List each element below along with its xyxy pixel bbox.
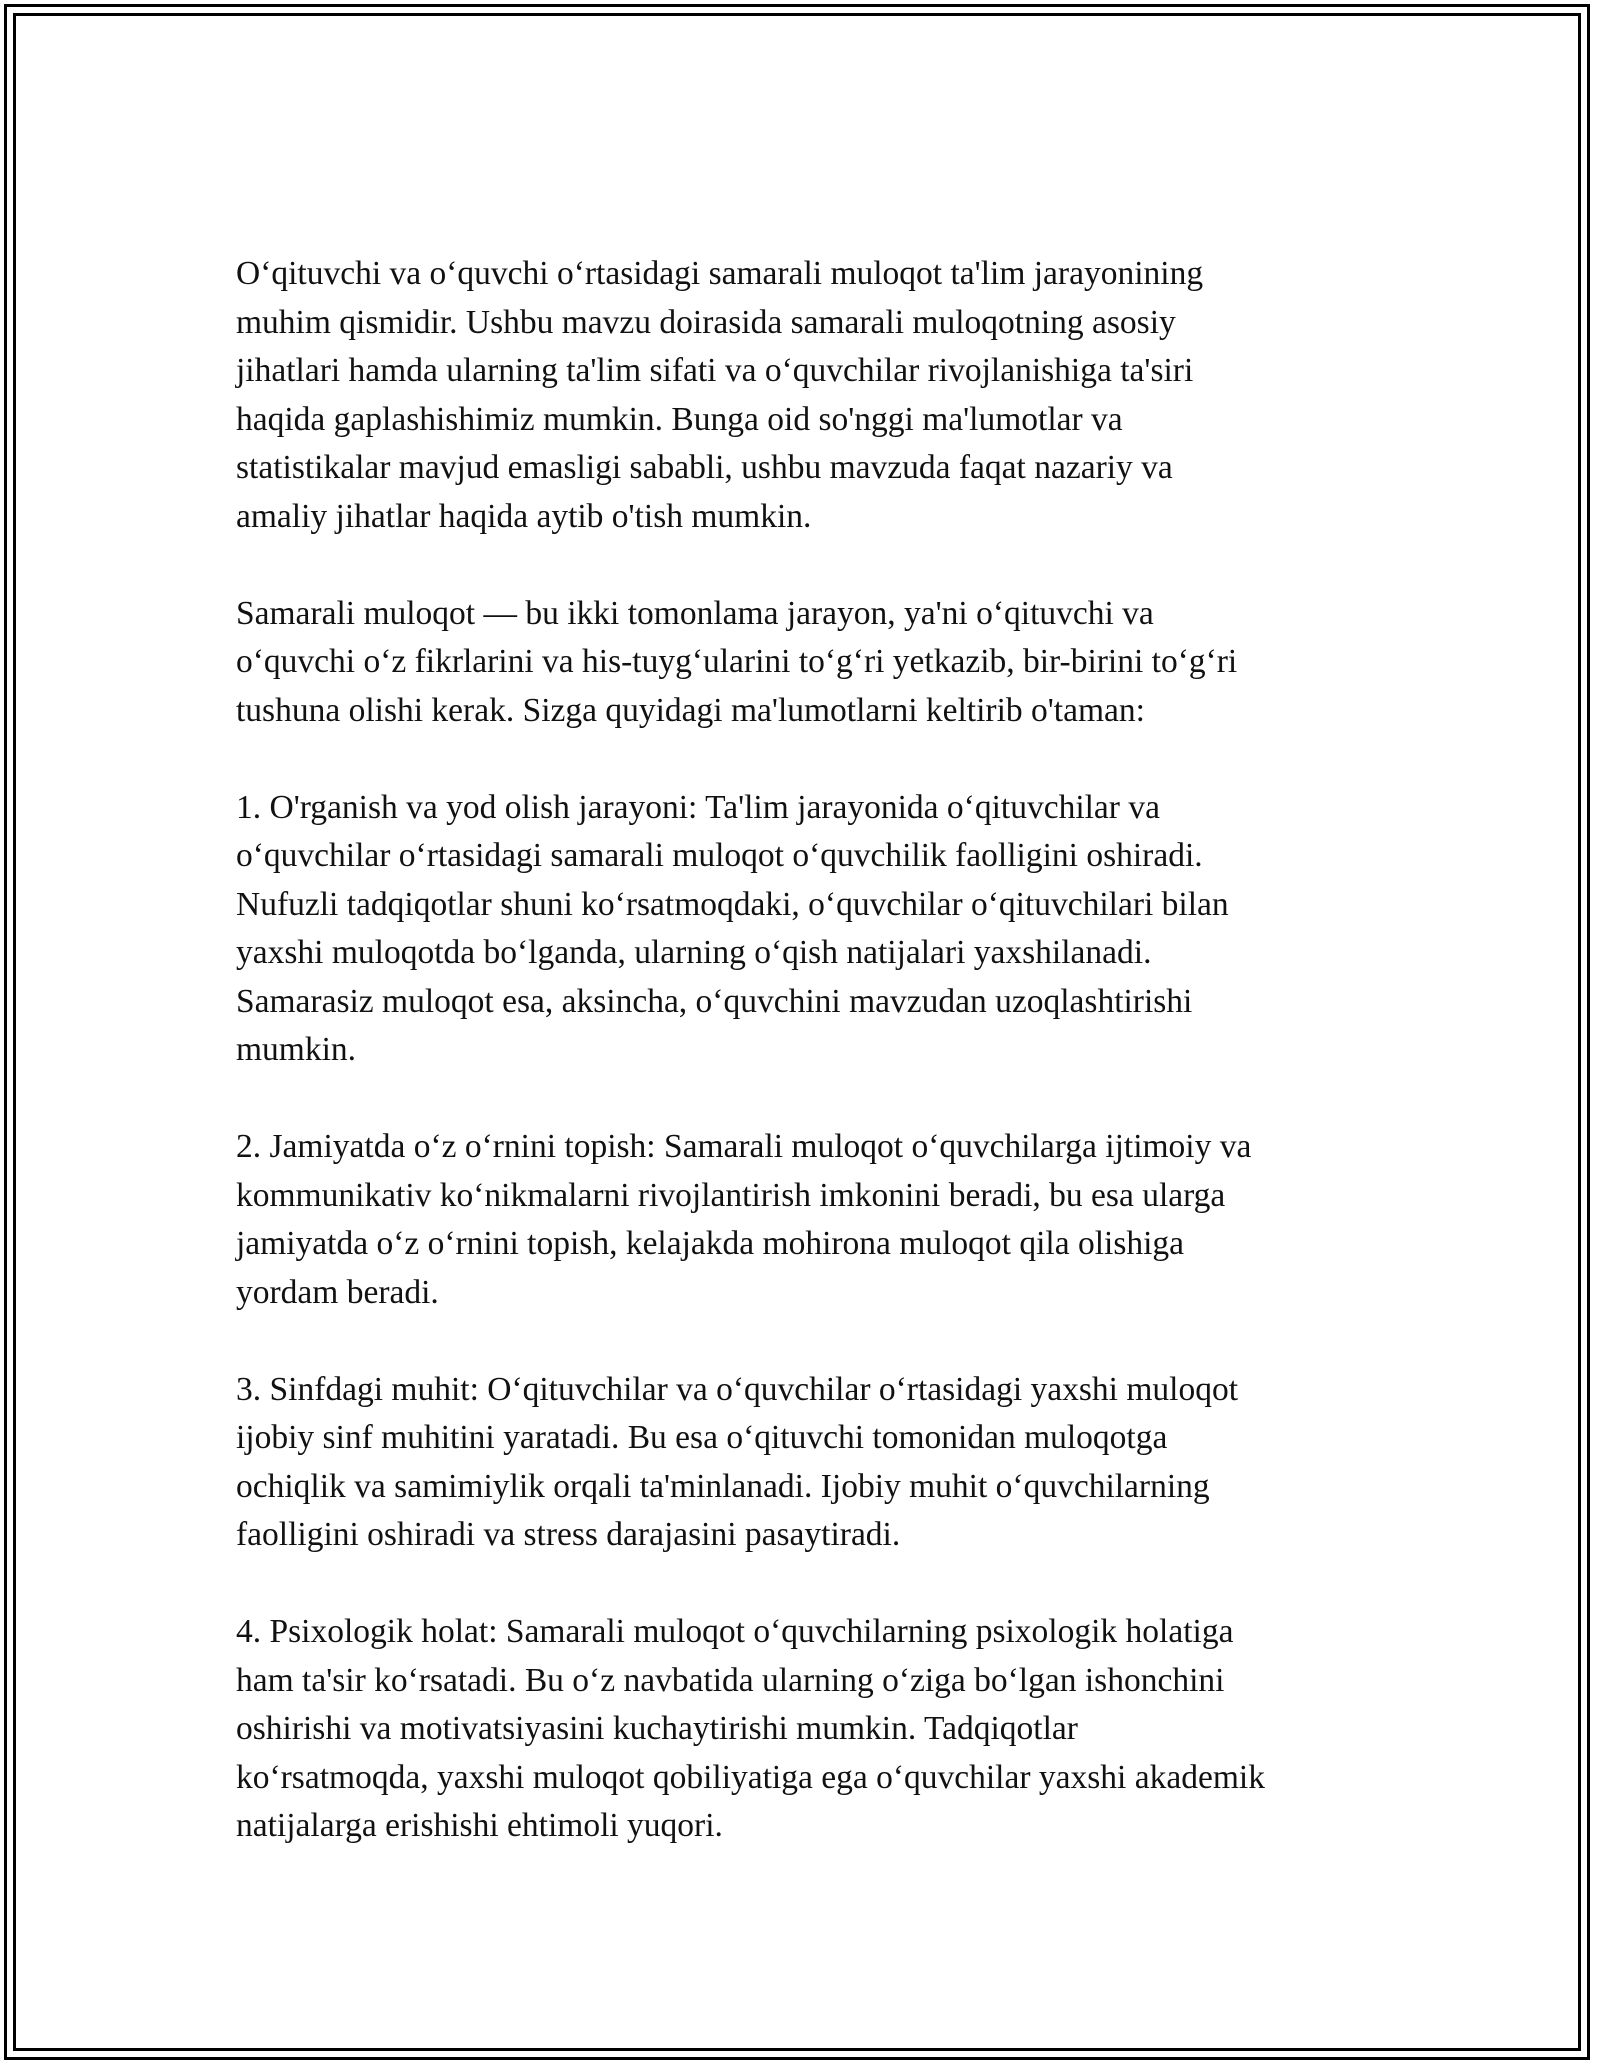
text-line: ijobiy sinf muhitini yaratadi. Bu esa o‘qituvchi tomonidan muloqotga [236, 1419, 1168, 1456]
text-line: yaxshi muloqotda bo‘lganda, ularning o‘qish natijalari yaxshilanadi. [236, 934, 1152, 971]
document-body [236, 250, 1386, 1899]
paragraph-definition [236, 590, 1386, 736]
text-line: faolligini oshiradi va stress darajasini pasaytiradi. [236, 1516, 901, 1553]
paragraph-point-2 [236, 1123, 1386, 1317]
text-line: o‘quvchilar o‘rtasidagi samarali muloqot o‘quvchilik faolligini oshiradi. [236, 837, 1203, 874]
text-line: 4. Psixologik holat: Samarali muloqot o‘quvchilarning psixologik holatiga [236, 1613, 1234, 1650]
text-line: muhim qismidir. Ushbu mavzu doirasida samarali muloqotning asosiy [236, 303, 1176, 341]
paragraph-point-4 [236, 1608, 1386, 1851]
text-line: jihatlari hamda ularning ta'lim sifati va o‘quvchilar rivojlanishiga ta'siri [236, 352, 1194, 389]
text-line: haqida gaplashishimiz mumkin. Bunga oid so'nggi ma'lumotlar va [236, 400, 1123, 438]
text-line: Samarali muloqot — bu ikki tomonlama jarayon, ya'ni o‘qituvchi va [236, 594, 1154, 632]
text-line: O‘qituvchi va o‘quvchi o‘rtasidagi samarali muloqot ta'lim jarayonining [236, 255, 1204, 292]
text-line: ham ta'sir ko‘rsatadi. Bu o‘z navbatida ularning o‘ziga bo‘lgan ishonchini [236, 1661, 1225, 1699]
text-line: kommunikativ ko‘nikmalarni rivojlantirish imkonini beradi, bu esa ularga [236, 1176, 1226, 1214]
paragraph-point-1 [236, 784, 1386, 1075]
text-line: amaliy jihatlar haqida aytib o'tish mumkin. [236, 497, 812, 535]
text-line: natijalarga erishishi ehtimoli yuqori. [236, 1807, 723, 1844]
text-line: yordam beradi. [236, 1273, 439, 1311]
text-line: 2. Jamiyatda o‘z o‘rnini topish: Samarali muloqot o‘quvchilarga ijtimoiy va [236, 1128, 1252, 1165]
text-line: ochiqlik va samimiylik orqali ta'minlanadi. Ijobiy muhit o‘quvchilarning [236, 1467, 1210, 1505]
text-line: o‘quvchi o‘z fikrlarini va his-tuyg‘ularini to‘g‘ri yetkazib, bir-birini to‘g‘ri [236, 643, 1238, 680]
text-line: tushuna olishi kerak. Sizga quyidagi ma'lumotlarni keltirib o'taman: [236, 691, 1145, 729]
text-line: 3. Sinfdagi muhit: O‘qituvchilar va o‘quvchilar o‘rtasidagi yaxshi muloqot [236, 1370, 1239, 1408]
text-line: statistikalar mavjud emasligi sababli, ushbu mavzuda faqat nazariy va [236, 449, 1173, 486]
text-line: jamiyatda o‘z o‘rnini topish, kelajakda mohirona muloqot qila olishiga [236, 1225, 1185, 1262]
text-line: 1. O'rganish va yod olish jarayoni: Ta'lim jarayonida o‘qituvchilar va [236, 788, 1160, 826]
text-line: ko‘rsatmoqda, yaxshi muloqot qobiliyatiga ega o‘quvchilar yaxshi akademik [236, 1758, 1265, 1796]
text-line: Nufuzli tadqiqotlar shuni ko‘rsatmoqdaki, o‘quvchilar o‘qituvchilari bilan [236, 885, 1229, 923]
paragraph-intro [236, 250, 1386, 541]
text-line: Samarasiz muloqot esa, aksincha, o‘quvchini mavzudan uzoqlashtirishi [236, 982, 1193, 1020]
text-line: oshirishi va motivatsiyasini kuchaytirishi mumkin. Tadqiqotlar [236, 1710, 1078, 1747]
text-line: mumkin. [236, 1031, 357, 1068]
paragraph-point-3 [236, 1366, 1386, 1560]
